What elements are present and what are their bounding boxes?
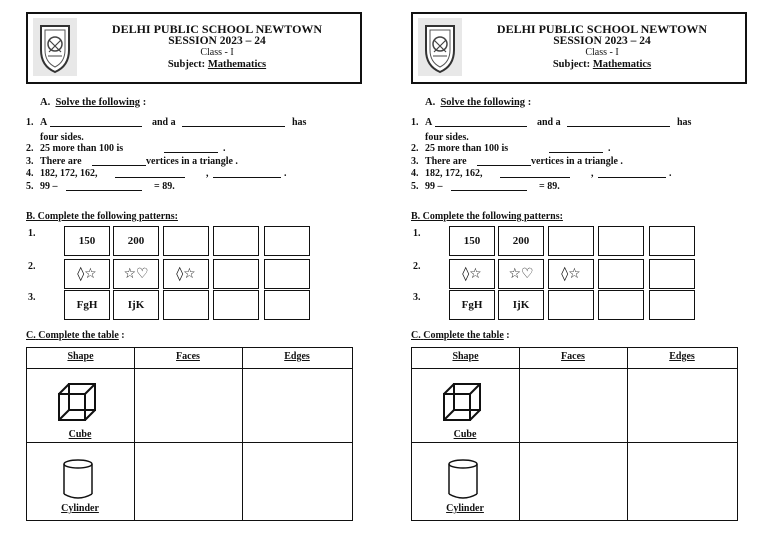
pattern-cell [449,226,495,256]
section-b-title: B. Complete the following patterns: [26,211,178,222]
worksheet-left [26,12,362,532]
q2-num: 2. [26,143,34,154]
pattern-cell-text: 200 [512,235,530,247]
question-1 [26,117,362,130]
table-divider [519,348,520,520]
pattern-cell [64,259,110,289]
pattern-row-num: 2. [413,261,421,272]
header-faces: Faces [561,351,585,362]
cube-icon [442,382,484,422]
q2-end: . [223,143,226,154]
question-4 [411,168,747,181]
shape-table [26,347,353,521]
class-label: Class - I [585,47,619,58]
subject-label [76,59,358,71]
shape-cylinder-label: Cylinder [61,503,99,514]
q3-blank[interactable] [92,157,146,166]
pattern-row-1 [411,226,747,256]
section-a-heading: Solve the following [440,97,526,108]
pattern-cell [449,259,495,289]
section-c-heading: Complete the table [38,330,119,341]
pattern-cell-text: FgH [76,299,98,311]
question-4 [26,168,362,181]
pattern-cell-text: 200 [127,235,145,247]
q4-blank-2[interactable] [598,169,666,178]
pattern-cell-empty[interactable] [163,290,209,320]
shape-cube-label: Cube [453,429,477,440]
table-row-line [412,442,737,443]
worksheet-header [26,12,362,84]
section-c-prefix: C. [26,330,36,341]
pattern-cell-empty[interactable] [598,290,644,320]
pattern-cell [113,259,159,289]
q1-a: A [425,117,433,128]
section-b-title: B. Complete the following patterns: [411,211,563,222]
question-2 [411,143,747,156]
pattern-cell-empty[interactable] [548,226,594,256]
q3-num: 3. [411,155,419,167]
pattern-cell [498,226,544,256]
section-c-colon: : [506,330,510,341]
section-c-heading: Complete the table [423,330,504,341]
section-a-title [425,97,531,108]
pattern-symbols: ◊☆ [462,266,482,282]
section-a-letter: A. [40,97,51,108]
question-3 [411,156,747,169]
pattern-cell-empty[interactable] [163,226,209,256]
section-c-prefix: C. [411,330,421,341]
section-c-colon: : [121,330,125,341]
table-header-line [412,368,737,369]
pattern-row-1 [26,226,362,256]
q4-text: 182, 172, 162, [40,168,98,179]
pattern-cell-empty[interactable] [213,259,259,289]
q4-blank-2[interactable] [213,169,281,178]
q4-num: 4. [411,168,419,179]
pattern-cell-empty[interactable] [598,259,644,289]
pattern-row-num: 2. [28,261,36,272]
pattern-symbols: ☆♡ [508,266,534,282]
q2-blank[interactable] [164,144,218,153]
pattern-row-2 [26,259,362,289]
pattern-row-num: 1. [28,228,36,239]
question-1-cont [26,130,362,143]
pattern-cell-empty[interactable] [264,259,310,289]
section-a-questions [411,117,747,193]
q4-end: . [669,168,672,179]
q4-blank-1[interactable] [500,169,570,178]
q5-num: 5. [411,180,419,192]
pattern-cell-empty[interactable] [264,226,310,256]
pattern-symbols: ◊☆ [561,266,581,282]
pattern-cell [498,290,544,320]
pattern-cell [498,259,544,289]
q1-has: has [677,117,692,128]
school-logo-icon [33,18,77,76]
pattern-cell-text: FgH [461,299,483,311]
subject-name: Mathematics [592,59,652,70]
q2-end: . [608,143,611,154]
header-faces: Faces [176,351,200,362]
question-1-cont [411,130,747,143]
pattern-cell-text: IjK [512,299,530,311]
worksheet-header [411,12,747,84]
section-a-colon: : [142,97,147,108]
pattern-cell-empty[interactable] [598,226,644,256]
pattern-cell [163,259,209,289]
table-divider [134,348,135,520]
pattern-cell [113,290,159,320]
header-text [461,23,743,71]
q1-num: 1. [26,117,34,128]
pattern-row-num: 1. [413,228,421,239]
section-c-title [411,330,510,341]
question-5 [26,181,362,194]
q4-comma: , [206,168,209,179]
q4-text: 182, 172, 162, [425,168,483,179]
header-edges: Edges [284,351,310,362]
q1-blank-2[interactable] [567,118,670,127]
worksheet-right [411,12,747,532]
q1-end: four sides. [40,132,84,143]
pattern-symbols: ◊☆ [176,266,196,282]
q1-and: and a [152,117,176,128]
shape-cylinder-label: Cylinder [446,503,484,514]
table-header-line [27,368,352,369]
shape-table [411,347,738,521]
pattern-row-3 [411,290,747,320]
header-text [76,23,358,71]
session-label: SESSION 2023 – 24 [168,35,266,47]
question-5 [411,181,747,194]
q4-num: 4. [26,168,34,179]
q3-text: There are [425,155,467,167]
pattern-cell [64,290,110,320]
pattern-cell-text: IjK [127,299,145,311]
question-3 [26,156,362,169]
q1-blank-1[interactable] [50,118,142,127]
class-label: Class - I [200,47,234,58]
subject-name: Mathematics [207,59,267,70]
subject-prefix: Subject: [167,59,206,70]
q2-blank[interactable] [549,144,603,153]
q5-text: 99 – [425,180,443,192]
subject-label [461,59,743,71]
q4-comma: , [591,168,594,179]
q1-a: A [40,117,48,128]
pattern-cell-empty[interactable] [264,290,310,320]
q2-text: 25 more than 100 is [425,143,509,154]
q4-blank-1[interactable] [115,169,185,178]
q5-blank[interactable] [451,182,527,191]
question-2 [26,143,362,156]
q3-end: vertices in a triangle . [146,155,238,167]
question-1 [411,117,747,130]
pattern-row-num: 3. [28,292,36,303]
section-a-title [40,97,146,108]
cylinder-icon [447,458,479,500]
pattern-cell [113,226,159,256]
q1-and: and a [537,117,561,128]
pattern-cell-empty[interactable] [548,290,594,320]
pattern-symbols: ☆♡ [123,266,149,282]
cylinder-icon [62,458,94,500]
header-shape: Shape [452,351,479,362]
pattern-row-num: 3. [413,292,421,303]
q5-blank[interactable] [66,182,142,191]
header-edges: Edges [669,351,695,362]
q2-text: 25 more than 100 is [40,143,124,154]
q4-end: . [284,168,287,179]
pattern-row-3 [26,290,362,320]
school-logo-icon [418,18,462,76]
pattern-cell-empty[interactable] [649,226,695,256]
q5-text: 99 – [40,180,58,192]
q3-blank[interactable] [477,157,531,166]
section-c-title [26,330,125,341]
pattern-cell-empty[interactable] [649,259,695,289]
q1-blank-2[interactable] [182,118,285,127]
pattern-cell-empty[interactable] [649,290,695,320]
pattern-cell-empty[interactable] [213,290,259,320]
pattern-symbols: ◊☆ [77,266,97,282]
pattern-cell-empty[interactable] [213,226,259,256]
section-a-colon: : [527,97,532,108]
table-row-line [27,442,352,443]
pattern-cell [449,290,495,320]
q3-end: vertices in a triangle . [531,155,623,167]
pattern-cell-text: 150 [463,235,481,247]
q2-num: 2. [411,143,419,154]
table-divider [627,348,628,520]
session-label: SESSION 2023 – 24 [553,35,651,47]
q1-blank-1[interactable] [435,118,527,127]
school-name: DELHI PUBLIC SCHOOL NEWTOWN [111,22,323,36]
section-a-letter: A. [425,97,436,108]
q1-has: has [292,117,307,128]
section-a-heading: Solve the following [55,97,141,108]
subject-prefix: Subject: [552,59,591,70]
q5-end: = 89. [154,180,175,192]
section-a-questions [26,117,362,193]
header-shape: Shape [67,351,94,362]
q3-num: 3. [26,155,34,167]
cube-icon [57,382,99,422]
q1-num: 1. [411,117,419,128]
pattern-cell-text: 150 [78,235,96,247]
shape-cube-label: Cube [68,429,92,440]
school-name: DELHI PUBLIC SCHOOL NEWTOWN [496,22,708,36]
q3-text: There are [40,155,82,167]
q5-end: = 89. [539,180,560,192]
pattern-row-2 [411,259,747,289]
table-divider [242,348,243,520]
q5-num: 5. [26,180,34,192]
q1-end: four sides. [425,132,469,143]
pattern-cell [64,226,110,256]
pattern-cell [548,259,594,289]
